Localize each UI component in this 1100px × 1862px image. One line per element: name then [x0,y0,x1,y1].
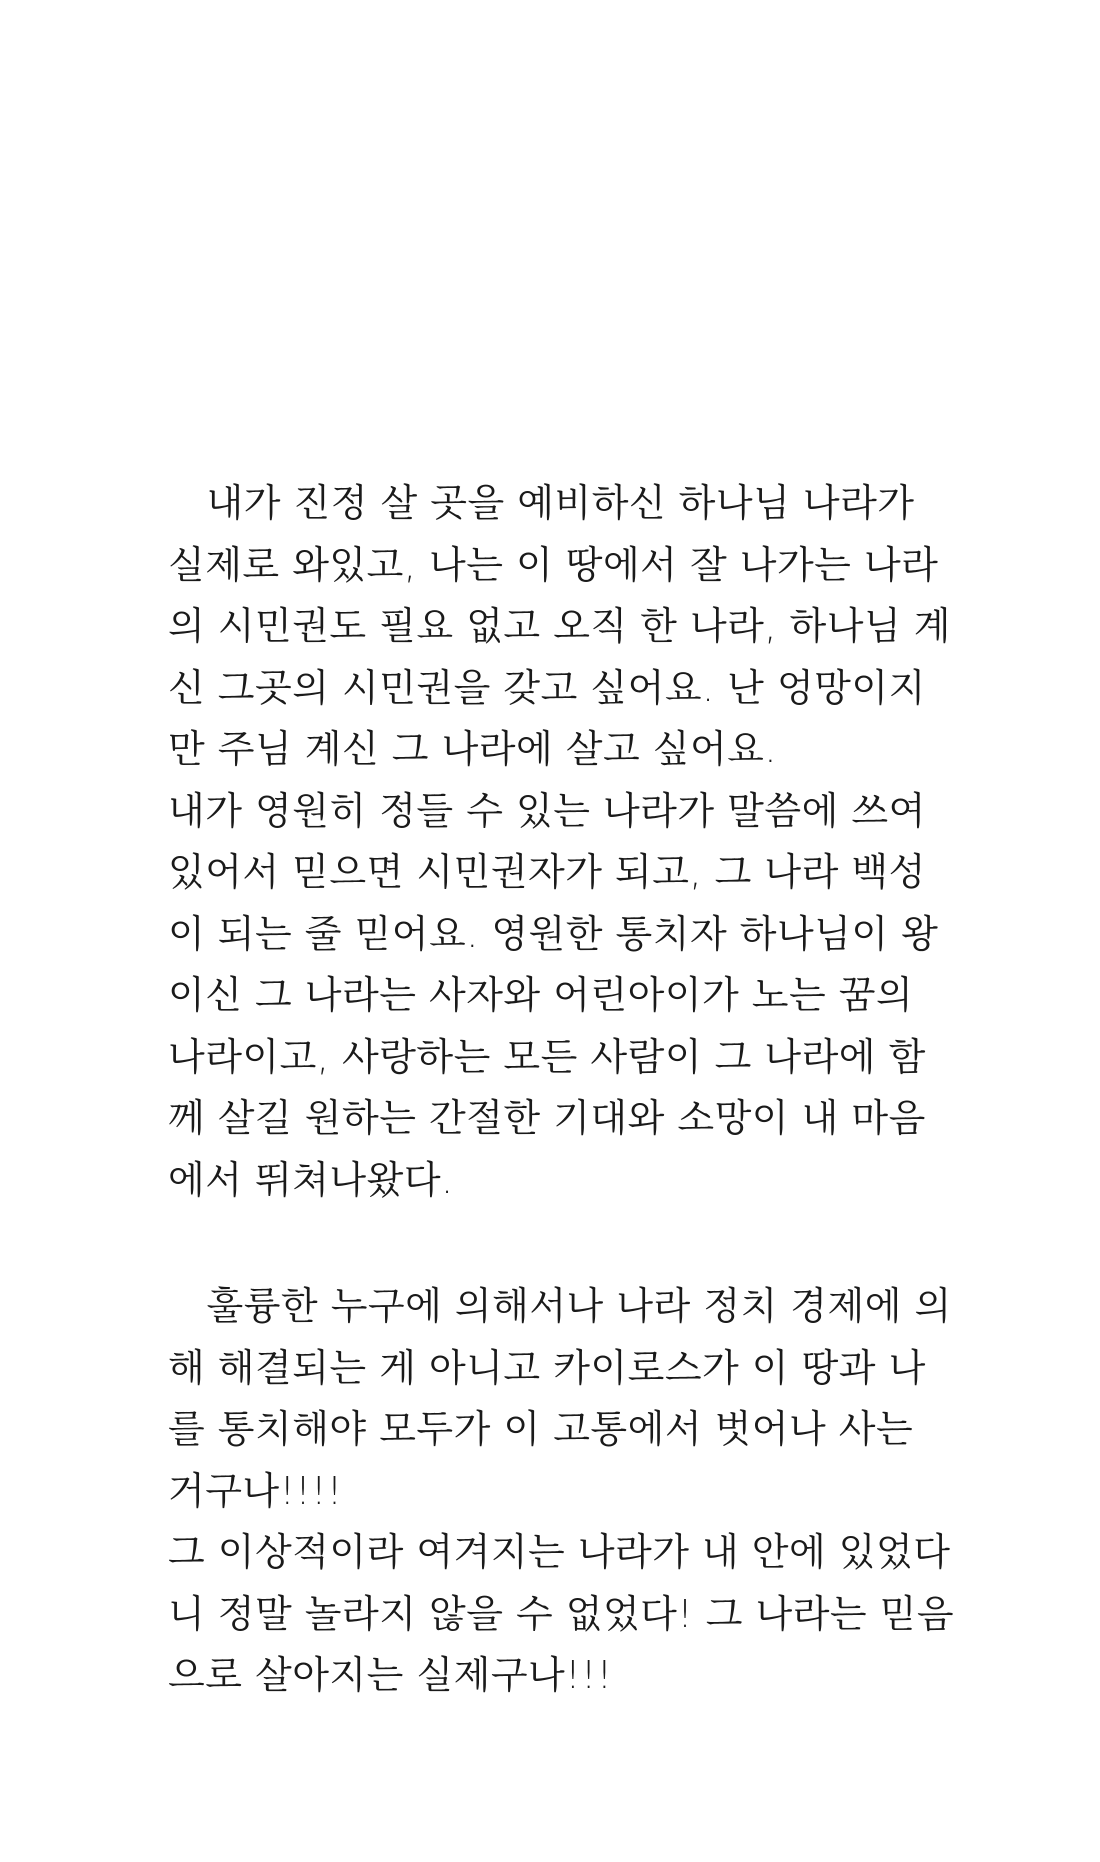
text-line: 내가 영원히 정들 수 있는 나라가 말씀에 쓰여 [168,788,926,833]
text-line: 니 정말 놀라지 않을 수 없었다! 그 나라는 믿음 [168,1591,955,1636]
paragraph-1 [168,473,968,1211]
text-line: 으로 살아지는 실제구나!!! [168,1653,613,1697]
text-line: 있어서 믿으면 시민권자가 되고, 그 나라 백성 [168,850,926,894]
text-line: 만 주님 계신 그 나라에 살고 싶어요. [168,727,777,771]
text-line: 이 되는 줄 믿어요. 영원한 통치자 하나님이 왕 [168,911,939,956]
text-line: 거구나!!!! [168,1468,343,1513]
text-line: 해 해결되는 게 아니고 카이로스가 이 땅과 나 [168,1345,926,1390]
text-line: 내가 진정 살 곳을 예비하신 하나님 나라가 [168,481,915,525]
text-line: 그 이상적이라 여겨지는 나라가 내 안에 있었다 [168,1530,951,1574]
text-line: 훌륭한 누구에 의해서나 나라 정치 경제에 의 [168,1284,952,1328]
text-line: 께 살길 원하는 간절한 기대와 소망이 내 마음 [168,1096,926,1140]
text-line: 이신 그 나라는 사자와 어린아이가 노는 꿈의 [168,973,914,1017]
paragraph-2 [168,1276,968,1707]
text-line: 의 시민권도 필요 없고 오직 한 나라, 하나님 계 [168,604,951,648]
text-line: 를 통치해야 모두가 이 고통에서 벗어나 사는 [168,1407,914,1451]
text-line: 나라이고, 사랑하는 모든 사람이 그 나라에 함 [168,1034,926,1079]
text-line: 에서 뛰쳐나왔다. [168,1157,454,1202]
text-line: 신 그곳의 시민권을 갖고 싶어요. 난 엉망이지 [168,665,926,710]
text-line: 실제로 와있고, 나는 이 땅에서 잘 나가는 나라 [168,542,939,587]
